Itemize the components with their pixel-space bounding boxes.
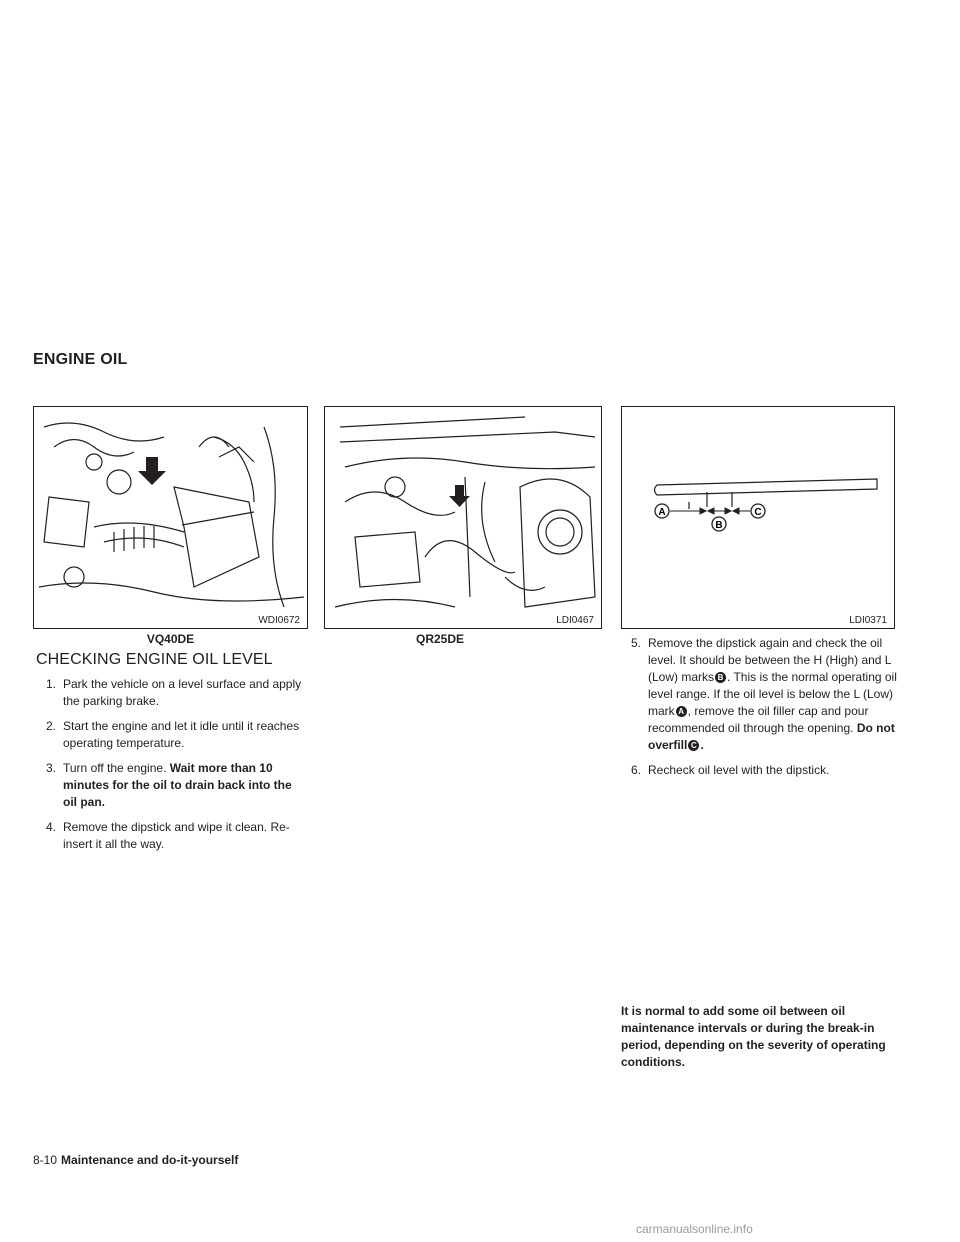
svg-text:A: A (658, 507, 666, 518)
watermark: carmanualsonline.info (636, 1222, 753, 1236)
page-number: 8-10 (33, 1153, 58, 1167)
step-number: 2. (46, 719, 57, 733)
list-item (46, 718, 308, 752)
step-text: , remove the oil filler cap and pour recommended oil through the opening. (648, 704, 869, 735)
figure-caption: QR25DE (415, 632, 465, 646)
figure-dipstick (621, 406, 895, 629)
step-number: 1. (46, 677, 57, 691)
page-heading: CHECKING ENGINE OIL LEVEL (36, 651, 273, 668)
svg-text:C: C (754, 507, 762, 518)
figure-caption: VQ40DE (146, 632, 195, 646)
arrow-icon (449, 485, 470, 507)
steps-right (631, 635, 911, 787)
marker-a (655, 504, 669, 518)
marker-c-icon: C (688, 740, 699, 751)
step-text: Remove the dipstick and wipe it clean. Re-insert it all the way. (63, 820, 290, 851)
step-end: . (700, 738, 704, 752)
figure-qr25de (324, 406, 602, 629)
step-number: 4. (46, 820, 57, 834)
marker-b-icon: B (715, 672, 726, 683)
figure-code: LDI0371 (849, 615, 887, 626)
step-warning: Do not overfill (648, 721, 895, 752)
page-footer (33, 1153, 238, 1167)
section-title: ENGINE OIL (33, 351, 128, 368)
dipstick-diagram (622, 407, 895, 629)
step-warning: Wait more than 10 minutes for the oil to drain back into the oil pan. (63, 761, 292, 809)
step-text: Turn off the engine. (63, 761, 167, 775)
marker-b (712, 517, 726, 531)
step-text: Recheck oil level with the dipstick. (648, 763, 830, 777)
step-number: 5. (631, 636, 642, 650)
step-text: . This is the normal operating oil level range. If the oil level is below the L (Low) mark (648, 670, 897, 718)
list-item (631, 635, 911, 754)
list-item (46, 819, 308, 853)
figure-code: WDI0672 (258, 615, 300, 626)
marker-c (751, 504, 765, 518)
figure-vq40de (33, 406, 308, 629)
maintenance-note: It is normal to add some oil between oil maintenance intervals or during the break-in period, depending on the severity of operating conditions. (621, 1004, 886, 1069)
step-number: 3. (46, 761, 57, 775)
step-number: 6. (631, 763, 642, 777)
footer-section: Maintenance and do-it-yourself (61, 1153, 239, 1167)
step-text: Park the vehicle on a level surface and apply the parking brake. (63, 677, 302, 708)
steps-left (46, 676, 308, 861)
engine-bay-illustration-vq40de (34, 407, 308, 629)
svg-text:B: B (715, 520, 723, 531)
step-text: Remove the dipstick again and check the oil level. It should be between the H (High) and L (Low) marks (648, 636, 892, 684)
list-item (631, 762, 911, 779)
step-text: Start the engine and let it idle until it reaches operating temperature. (63, 719, 300, 750)
list-item (46, 676, 308, 710)
arrow-icon (138, 457, 166, 485)
figure-code: LDI0467 (556, 615, 594, 626)
marker-a-icon: A (676, 706, 687, 717)
list-item (46, 760, 308, 811)
engine-bay-illustration-qr25de (325, 407, 602, 629)
